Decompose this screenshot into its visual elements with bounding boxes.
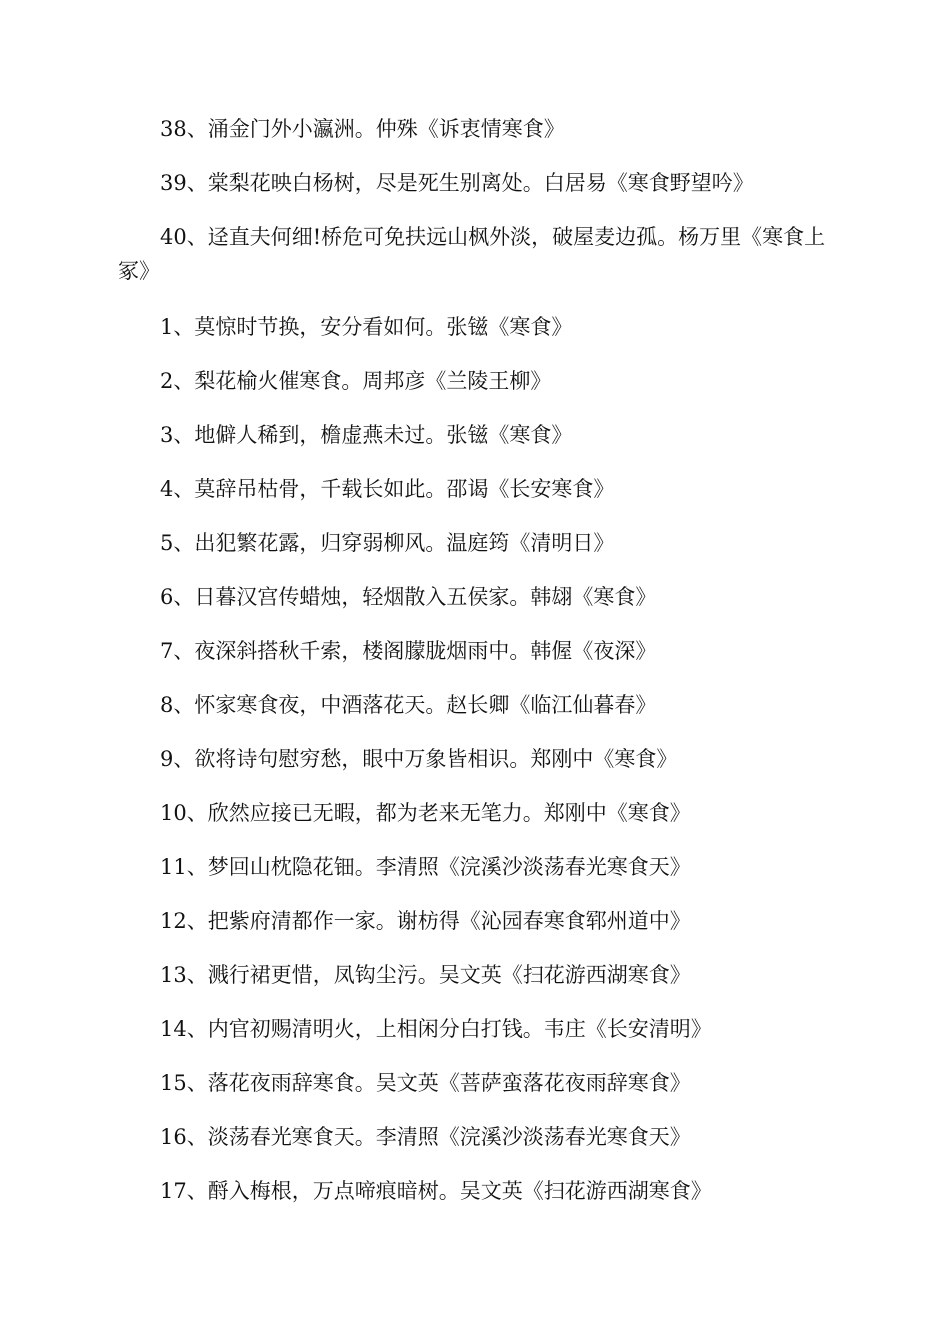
poem-line: 4、莫辞吊枯骨，千载长如此。邵谒《长安寒食》 (160, 477, 615, 501)
poem-line: 40、迳直夫何细!桥危可免扶远山枫外淡，破屋麦边孤。杨万里《寒食上冢》 (118, 225, 826, 283)
poem-line: 2、梨花榆火催寒食。周邦彦《兰陵王柳》 (160, 369, 552, 393)
poem-line-list (118, 112, 830, 1228)
poem-line: 16、淡荡春光寒食天。李清照《浣溪沙淡荡春光寒食天》 (160, 1125, 691, 1149)
poem-line: 12、把紫府清都作一家。谢枋得《沁园春寒食郓州道中》 (160, 909, 691, 933)
poem-line: 38、涌金门外小瀛洲。仲殊《诉衷情寒食》 (160, 117, 565, 141)
poem-line: 3、地僻人稀到，檐虚燕未过。张镃《寒食》 (160, 423, 573, 447)
poem-line: 9、欲将诗句慰穷愁，眼中万象皆相识。郑刚中《寒食》 (160, 747, 678, 771)
poem-line: 11、梦回山枕隐花钿。李清照《浣溪沙淡荡春光寒食天》 (160, 855, 691, 879)
poem-line: 1、莫惊时节换，安分看如何。张镃《寒食》 (160, 315, 573, 339)
poem-line: 17、酹入梅根，万点啼痕暗树。吴文英《扫花游西湖寒食》 (160, 1179, 712, 1203)
poem-line: 6、日暮汉宫传蜡烛，轻烟散入五侯家。韩翃《寒食》 (160, 585, 657, 609)
poem-line: 7、夜深斜搭秋千索，楼阁朦胧烟雨中。韩偓《夜深》 (160, 639, 657, 663)
poem-line: 39、棠梨花映白杨树，尽是死生别离处。白居易《寒食野望吟》 (160, 171, 754, 195)
poem-line: 10、欣然应接已无暇，都为老来无笔力。郑刚中《寒食》 (160, 801, 691, 825)
poem-line: 8、怀家寒食夜，中酒落花天。赵长卿《临江仙暮春》 (160, 693, 657, 717)
poem-line: 14、内官初赐清明火，上相闲分白打钱。韦庄《长安清明》 (160, 1017, 712, 1041)
poem-line: 5、出犯繁花露，归穿弱柳风。温庭筠《清明日》 (160, 531, 615, 555)
poem-line: 13、溅行裙更惜，凤钩尘污。吴文英《扫花游西湖寒食》 (160, 963, 691, 987)
poem-line: 15、落花夜雨辞寒食。吴文英《菩萨蛮落花夜雨辞寒食》 (160, 1071, 691, 1095)
